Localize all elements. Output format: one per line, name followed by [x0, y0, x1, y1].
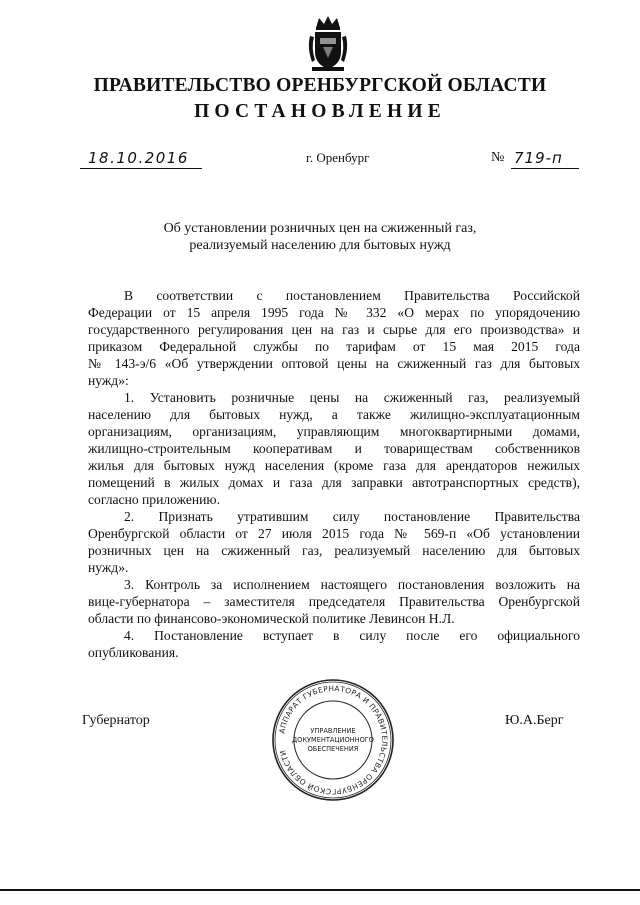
body-line: государственного регулирования цен на газ и сырье для его производства» и	[88, 322, 580, 337]
body-line: Оренбургской области от 27 июля 2015 года № 569-п «Об установлении	[88, 526, 580, 541]
body-line: Федерации от 15 апреля 1995 года № 332 «О мерах по упорядочению	[88, 305, 580, 320]
date-underline	[80, 168, 202, 169]
body-line: вице-губернатора – заместителя председателя Правительства Оренбургской	[88, 594, 580, 609]
official-stamp-seal	[271, 678, 395, 802]
document-number: 719-п	[514, 149, 563, 167]
body-line: № 143-э/6 «Об утверждении оптовой цены на сжиженный газ для бытовых	[88, 356, 580, 371]
body-line: 2. Признать утратившим силу постановление Правительства	[124, 509, 580, 524]
number-label: №	[491, 150, 505, 165]
body-line: населению для бытовых нужд, а также жилищно-эксплуатационным	[88, 407, 580, 422]
document-city: г. Оренбург	[306, 150, 370, 165]
subject-line-1: Об установлении розничных цен на сжиженный газ,	[163, 221, 477, 236]
body-line: области по финансово-экономической политике Левинсон Н.Л.	[88, 611, 455, 626]
signatory-name: Ю.А.Берг	[505, 713, 564, 728]
document-type-title: ПОСТАНОВЛЕНИЕ	[194, 101, 446, 122]
body-line: опубликования.	[88, 645, 179, 660]
body-line: помещений в жилых домах и газа для заправки автотранспортных средств),	[88, 475, 580, 490]
body-line: жилищно-строительным кооперативам и товариществам собственников	[88, 441, 580, 456]
body-line: нужд».	[88, 560, 129, 575]
body-line: 3. Контроль за исполнением настоящего постановления возложить на	[124, 577, 580, 592]
government-title: ПРАВИТЕЛЬСТВО ОРЕНБУРГСКОЙ ОБЛАСТИ	[93, 75, 547, 96]
body-line: согласно приложению.	[88, 492, 220, 507]
number-underline	[511, 168, 579, 169]
stamp-center-line: УПРАВЛЕНИЕ	[310, 727, 356, 735]
body-line: 1. Установить розничные цены на сжиженный газ, реализуемый	[124, 390, 580, 405]
document-date: 18.10.2016	[88, 149, 189, 167]
body-line: В соответствии с постановлением Правительства Российской	[124, 288, 580, 303]
coat-of-arms-emblem-icon	[306, 14, 350, 74]
signatory-title: Губернатор	[82, 713, 150, 728]
bottom-border-line	[0, 889, 640, 891]
stamp-center-line: ОБЕСПЕЧЕНИЯ	[307, 745, 359, 753]
body-line: приказом Федеральной службы по тарифам от 15 мая 2015 года	[88, 339, 580, 354]
body-line: организациям, организациям, управляющим многоквартирными домами,	[88, 424, 580, 439]
body-line: 4. Постановление вступает в силу после его официального	[124, 628, 580, 643]
subject-line-2: реализуемый населению для бытовых нужд	[189, 238, 451, 253]
stamp-ring-text: АППАРАТ ГУБЕРНАТОРА И ПРАВИТЕЛЬСТВА ОРЕНБУРГСКОЙ ОБЛАСТИ	[277, 683, 390, 797]
body-line: нужд»:	[88, 373, 129, 388]
body-line: жилья для бытовых нужд населения (кроме газа для арендаторов нежилых	[88, 458, 580, 473]
body-line: розничных цен на сжиженный газ, реализуемый населению для бытовых	[88, 543, 580, 558]
stamp-center-line: ДОКУМЕНТАЦИОННОГО	[292, 736, 374, 744]
